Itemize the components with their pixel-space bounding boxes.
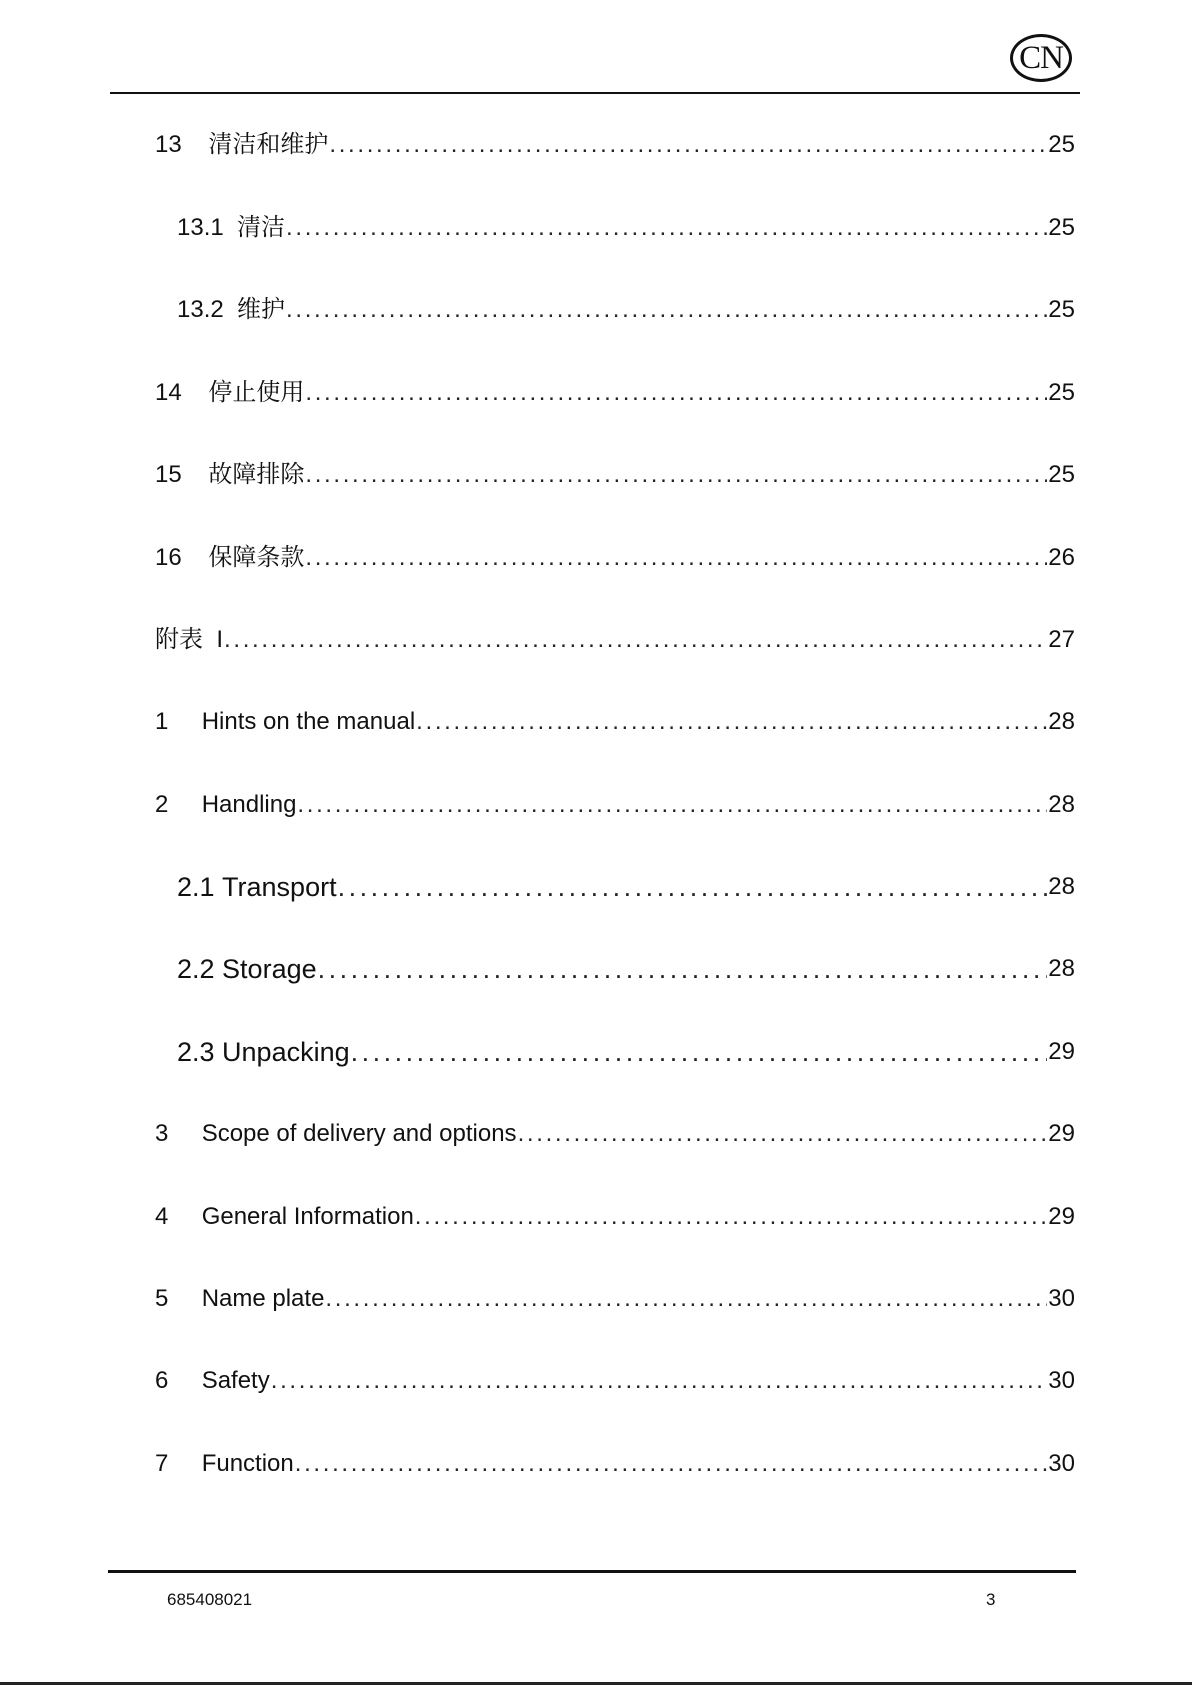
toc-title: 清洁 — [237, 214, 286, 241]
toc-entry[interactable] — [155, 1366, 1075, 1396]
toc-entry[interactable] — [155, 130, 1075, 160]
toc-entry[interactable] — [155, 1119, 1075, 1149]
toc-entry[interactable] — [155, 1284, 1075, 1314]
toc-entry[interactable] — [177, 1037, 1075, 1067]
toc-title: Function — [201, 1450, 294, 1477]
toc-page: 27 — [1048, 626, 1075, 653]
toc-entry[interactable] — [155, 790, 1075, 820]
toc-page: 25 — [1048, 379, 1075, 406]
toc-page: 28 — [1048, 955, 1075, 982]
toc-number: 1 — [155, 708, 202, 735]
toc-leader — [415, 1202, 1048, 1232]
toc-entry[interactable] — [177, 295, 1075, 325]
toc-number: 14 — [155, 379, 209, 406]
toc-leader — [329, 130, 1047, 160]
toc-number: 2.1 — [177, 872, 223, 902]
toc-title: 停止使用 — [208, 379, 305, 406]
toc-title: 保障条款 — [208, 544, 305, 571]
toc-number: 3 — [155, 1120, 202, 1147]
toc-number: 13 — [155, 131, 209, 158]
document-number: 685408021 — [167, 1590, 253, 1609]
toc-leader — [416, 707, 1047, 737]
toc-page: 25 — [1048, 296, 1075, 323]
toc-page: 29 — [1048, 1120, 1075, 1147]
toc-entry[interactable] — [177, 872, 1075, 902]
toc-page: 29 — [1048, 1038, 1075, 1065]
toc-page: 26 — [1048, 544, 1075, 571]
toc-page: 30 — [1048, 1285, 1075, 1312]
toc-entry[interactable] — [155, 460, 1075, 490]
toc-number: 16 — [155, 544, 209, 571]
toc-title: Scope of delivery and options — [201, 1120, 517, 1147]
toc-entry[interactable] — [155, 625, 1075, 655]
toc-page: 28 — [1048, 708, 1075, 735]
toc-number: 5 — [155, 1285, 202, 1312]
toc-title: Transport — [222, 872, 337, 902]
toc-leader — [224, 625, 1047, 655]
toc-number: 附表 — [155, 626, 217, 653]
toc-entry[interactable] — [155, 378, 1075, 408]
toc-title: I — [216, 626, 224, 653]
toc-number: 7 — [155, 1450, 202, 1477]
toc-leader — [318, 954, 1048, 984]
toc-leader — [305, 543, 1047, 573]
language-badge: CN — [1010, 34, 1072, 82]
toc-title: General Information — [201, 1203, 414, 1230]
toc-number: 4 — [155, 1203, 202, 1230]
toc-leader — [295, 1449, 1048, 1479]
toc-number: 15 — [155, 461, 209, 488]
toc-title: Unpacking — [222, 1037, 350, 1067]
toc-leader — [286, 295, 1047, 325]
toc-title: Handling — [201, 791, 297, 818]
toc-title: Storage — [222, 954, 317, 984]
toc-page: 30 — [1048, 1450, 1075, 1477]
toc-title: Safety — [201, 1367, 270, 1394]
toc-entry[interactable] — [177, 954, 1075, 984]
toc-entry[interactable] — [155, 1449, 1075, 1479]
toc-number: 2 — [155, 791, 202, 818]
toc-leader — [351, 1037, 1048, 1067]
toc-leader — [305, 460, 1047, 490]
toc-entry[interactable] — [155, 1202, 1075, 1232]
toc-entry[interactable] — [155, 543, 1075, 573]
toc-leader — [325, 1284, 1047, 1314]
page-number: 3 — [986, 1590, 996, 1609]
toc-title: 故障排除 — [208, 461, 305, 488]
toc-page: 28 — [1048, 873, 1075, 900]
toc-leader — [286, 213, 1047, 243]
toc-entry[interactable] — [177, 213, 1075, 243]
toc-page: 30 — [1048, 1367, 1075, 1394]
toc-number: 13.1 — [177, 214, 238, 241]
toc-number: 13.2 — [177, 296, 238, 323]
toc-leader — [518, 1119, 1048, 1149]
toc-page: 25 — [1048, 461, 1075, 488]
toc-page: 29 — [1048, 1203, 1075, 1230]
toc-leader — [271, 1366, 1048, 1396]
toc-title: 清洁和维护 — [208, 131, 329, 158]
toc-title: Name plate — [201, 1285, 325, 1312]
toc-leader — [297, 790, 1047, 820]
toc-title: 维护 — [237, 296, 286, 323]
toc-title: Hints on the manual — [201, 708, 416, 735]
toc-page: 25 — [1048, 131, 1075, 158]
header-rule — [110, 92, 1080, 94]
toc-leader — [305, 378, 1047, 408]
toc-leader — [338, 872, 1048, 902]
toc-number: 2.2 — [177, 954, 223, 984]
toc-entry[interactable] — [155, 707, 1075, 737]
toc-page: 28 — [1048, 791, 1075, 818]
footer-rule — [108, 1570, 1076, 1573]
toc-page: 25 — [1048, 214, 1075, 241]
toc-number: 2.3 — [177, 1037, 223, 1067]
toc-number: 6 — [155, 1367, 202, 1394]
